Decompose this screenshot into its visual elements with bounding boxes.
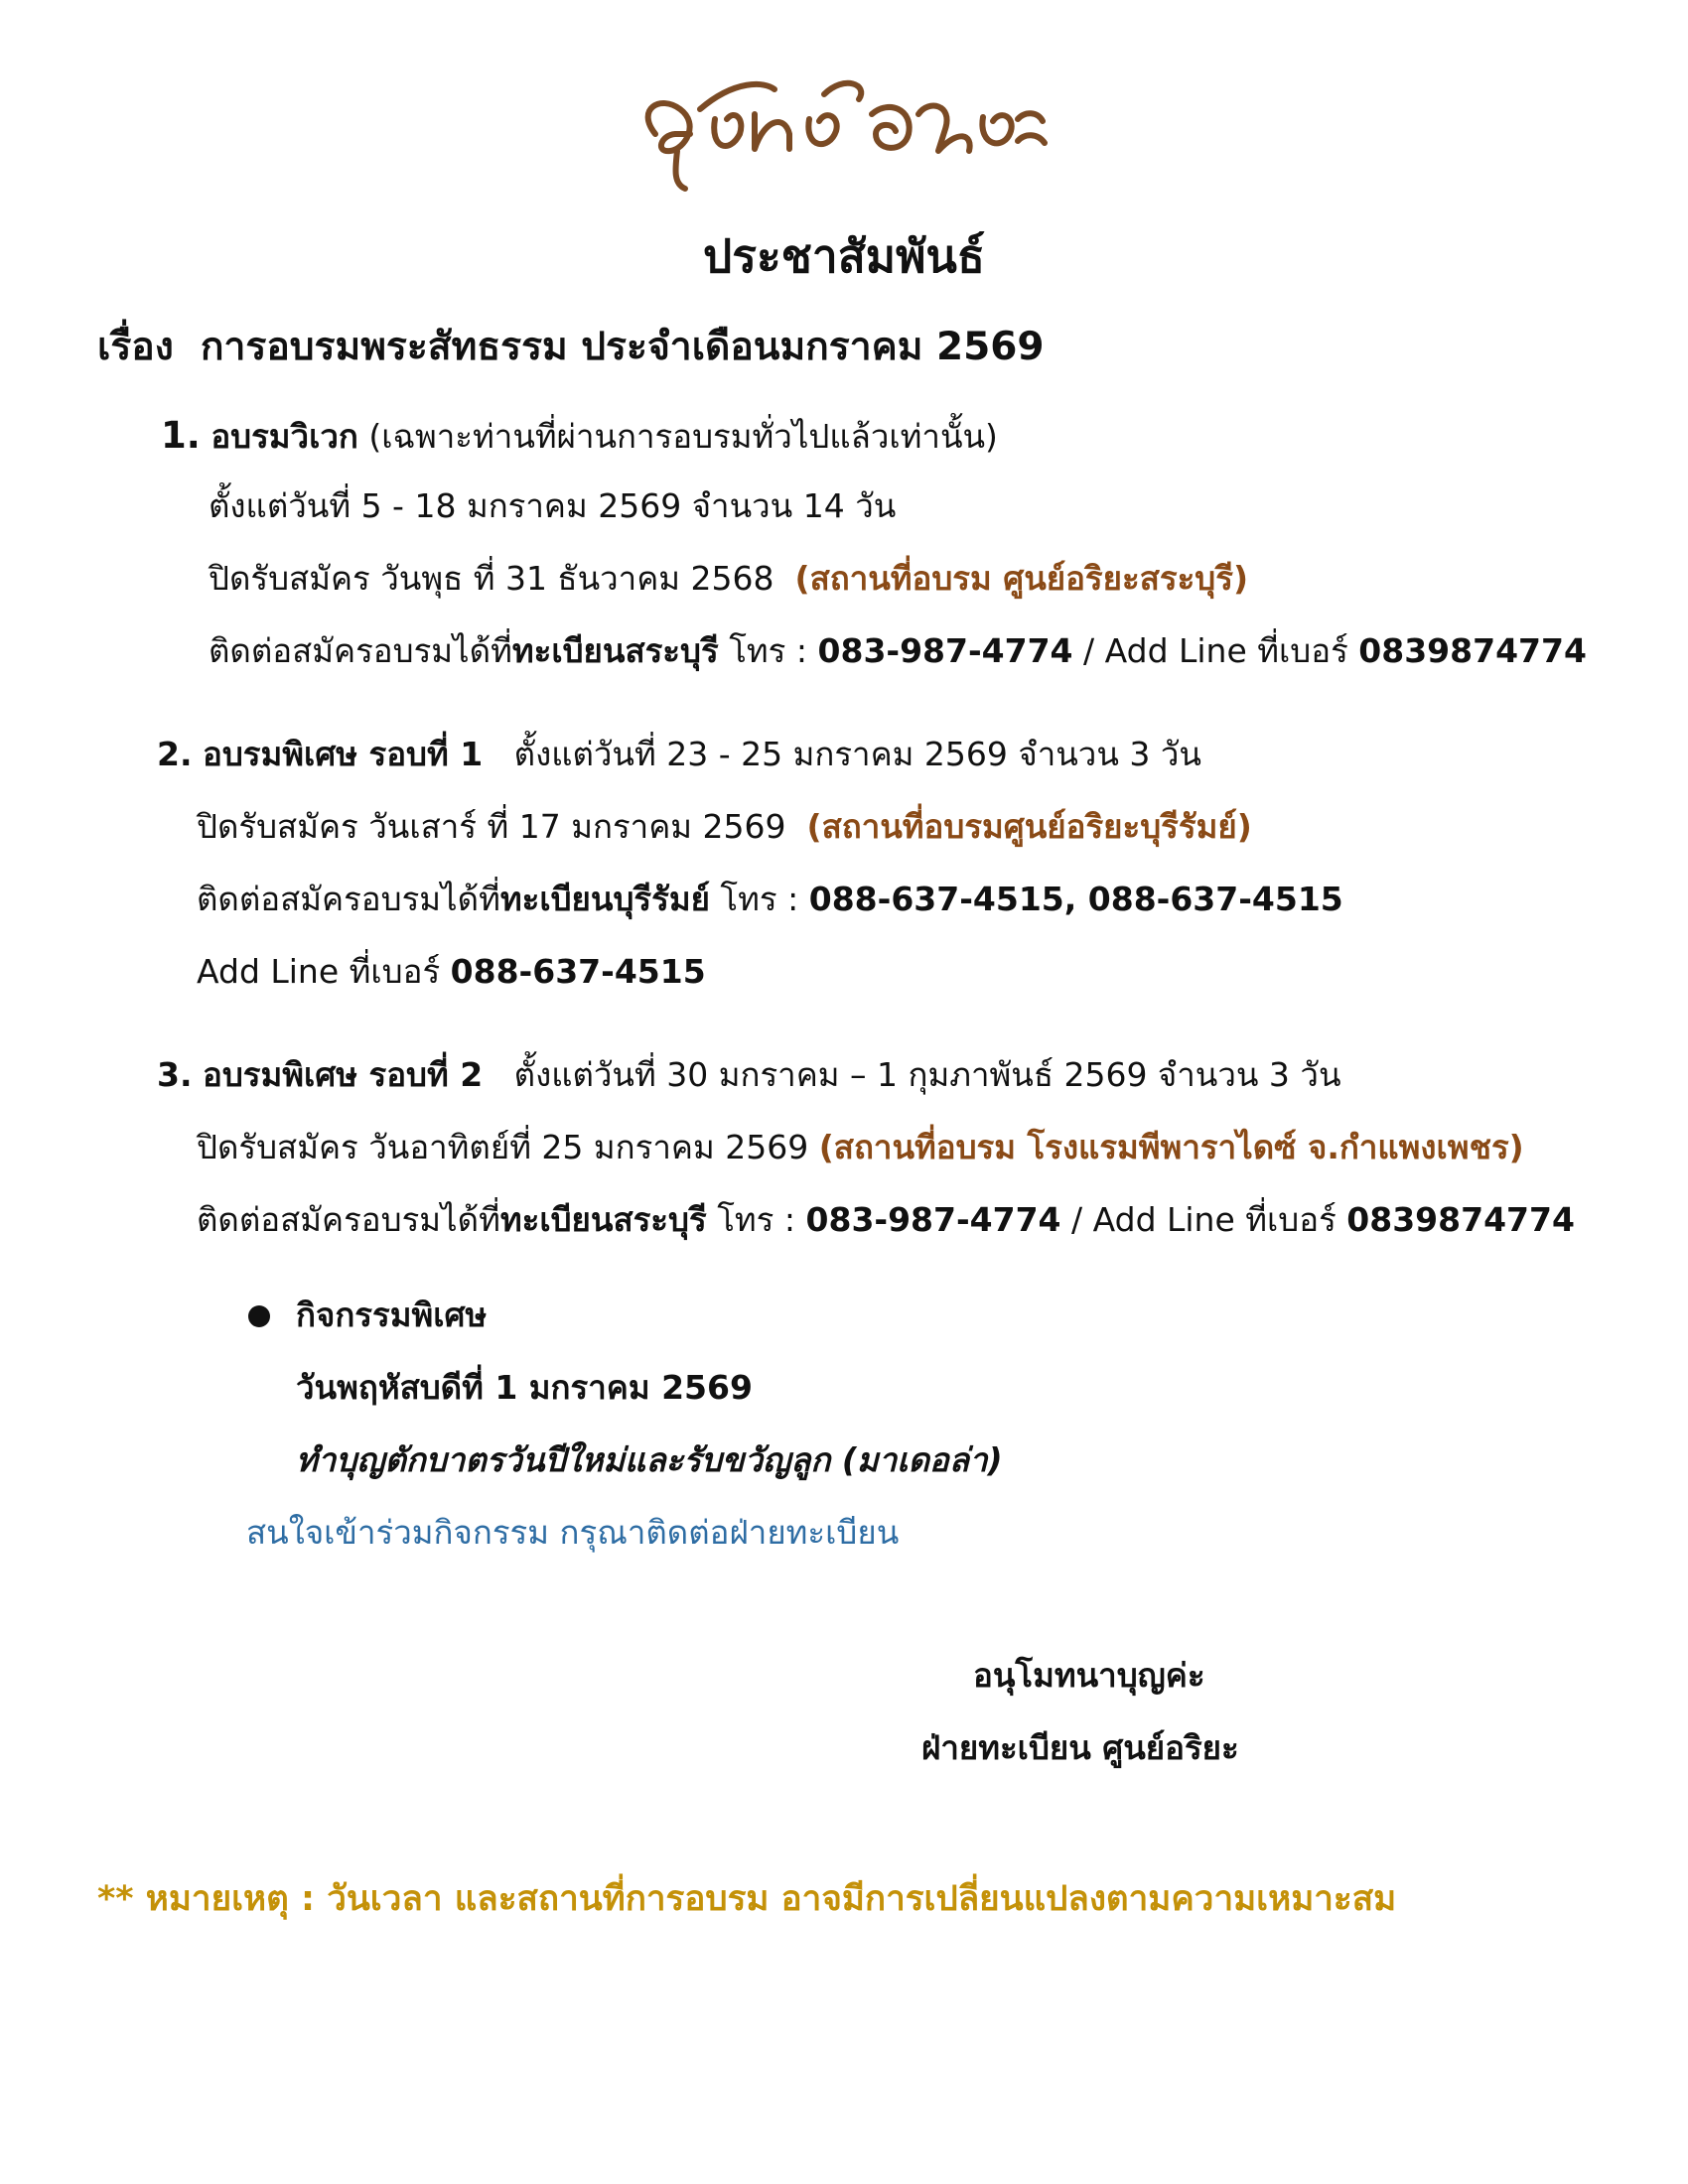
contact-tel: 083-987-4774 bbox=[817, 631, 1073, 670]
bullet-icon bbox=[248, 1305, 270, 1327]
contact-place: ทะเบียนบุรีรัมย์ bbox=[499, 880, 710, 918]
special-date: วันพฤหัสบดีที่ 1 มกราคม 2569 bbox=[296, 1368, 753, 1407]
page-title: ประชาสัมพันธ์ bbox=[703, 229, 985, 283]
item-location: (สถานที่อบรม ศูนย์อริยะสระบุรี) bbox=[794, 559, 1249, 598]
signoff-thanks: อนุโมทนาบุญค่ะ bbox=[973, 1656, 1205, 1695]
item-close-text: ปิดรับสมัคร วันเสาร์ ที่ 17 มกราคม 2569 bbox=[197, 807, 786, 846]
item-1-dates: ตั้งแต่วันที่ 5 - 18 มกราคม 2569 จำนวน 14 วัน bbox=[209, 486, 897, 525]
contact-tel: 083-987-4774 bbox=[805, 1200, 1061, 1239]
contact-place: ทะเบียนสระบุรี bbox=[499, 1200, 707, 1239]
contact-line: 0839874774 bbox=[1346, 1200, 1575, 1239]
item-2-line bbox=[197, 952, 706, 992]
item-number: 1. bbox=[161, 414, 201, 457]
footnote: ** หมายเหตุ : วันเวลา และสถานที่การอบรม อาจมีการเปลี่ยนแปลงตามความเหมาะสม bbox=[97, 1879, 1397, 1919]
signoff-department: ฝ่ายทะเบียน ศูนย์อริยะ bbox=[921, 1728, 1239, 1767]
special-heading: กิจกรรมพิเศษ bbox=[296, 1296, 488, 1334]
subject-line bbox=[97, 316, 1045, 377]
item-2-close bbox=[197, 807, 1252, 847]
contact-line-label: / Add Line ที่เบอร์ bbox=[1072, 631, 1359, 670]
item-location: (สถานที่อบรมศูนย์อริยะบุรีรัมย์) bbox=[806, 807, 1252, 846]
contact-line: 088-637-4515 bbox=[450, 952, 706, 991]
contact-place: ทะเบียนสระบุรี bbox=[511, 631, 719, 670]
item-3-heading bbox=[157, 1055, 1341, 1095]
item-close-text: ปิดรับสมัคร วันอาทิตย์ที่ 25 มกราคม 2569 bbox=[197, 1128, 809, 1166]
item-number: 2. bbox=[157, 735, 193, 773]
item-note: (เฉพาะท่านที่ผ่านการอบรมทั่วไปแล้วเท่านั้น) bbox=[368, 417, 998, 456]
contact-prefix: ติดต่อสมัครอบรมได้ที่ bbox=[197, 880, 500, 918]
item-1-contact bbox=[209, 631, 1587, 671]
contact-prefix: ติดต่อสมัครอบรมได้ที่ bbox=[209, 631, 512, 670]
item-2-heading bbox=[157, 735, 1201, 774]
item-dates: ตั้งแต่วันที่ 30 มกราคม – 1 กุมภาพันธ์ 2569 จำนวน 3 วัน bbox=[513, 1055, 1341, 1094]
item-1-close bbox=[209, 559, 1248, 599]
contact-tel-label: โทร : bbox=[709, 880, 809, 918]
invite-text: สนใจเข้าร่วมกิจกรรม กรุณาติดต่อฝ่ายทะเบียน bbox=[246, 1513, 900, 1552]
item-3-contact bbox=[197, 1200, 1575, 1240]
item-3-close bbox=[197, 1128, 1524, 1167]
item-name: อบรมวิเวก bbox=[211, 417, 358, 456]
contact-line-label: / Add Line ที่เบอร์ bbox=[1060, 1200, 1347, 1239]
contact-tel-label: โทร : bbox=[706, 1200, 806, 1239]
contact-line-label: Add Line ที่เบอร์ bbox=[197, 952, 451, 991]
item-name: อบรมพิเศษ รอบที่ 2 bbox=[203, 1055, 484, 1094]
contact-tel-label: โทร : bbox=[718, 631, 818, 670]
item-dates: ตั้งแต่วันที่ 23 - 25 มกราคม 2569 จำนวน 3 วัน bbox=[513, 735, 1201, 773]
item-number: 3. bbox=[157, 1055, 193, 1094]
item-name: อบรมพิเศษ รอบที่ 1 bbox=[203, 735, 484, 773]
contact-prefix: ติดต่อสมัครอบรมได้ที่ bbox=[197, 1200, 500, 1239]
item-2-contact bbox=[197, 880, 1343, 919]
subject-text: การอบรมพระสัทธรรม ประจำเดือนมกราคม 2569 bbox=[200, 325, 1045, 369]
contact-tel: 088-637-4515, 088-637-4515 bbox=[808, 880, 1343, 918]
subject-label: เรื่อง bbox=[97, 325, 174, 369]
contact-line: 0839874774 bbox=[1358, 631, 1587, 670]
logo-calligraphy bbox=[616, 40, 1082, 208]
special-activity: ทำบุญตักบาตรวันปีใหม่และรับขวัญลูก (มาเดอล่า) bbox=[296, 1440, 1003, 1479]
item-1-heading bbox=[161, 414, 998, 458]
item-close-text: ปิดรับสมัคร วันพุธ ที่ 31 ธันวาคม 2568 bbox=[209, 559, 774, 598]
logo bbox=[616, 40, 1082, 208]
item-location: (สถานที่อบรม โรงแรมพีพาราไดซ์ จ.กำแพงเพชร) bbox=[818, 1128, 1524, 1166]
